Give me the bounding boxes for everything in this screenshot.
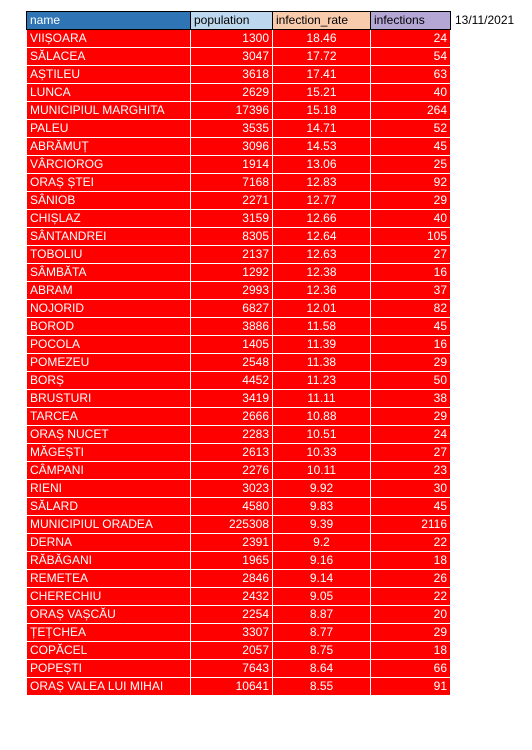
cell-infection-rate[interactable]: 10.11 (273, 462, 371, 480)
cell-population[interactable]: 3535 (191, 120, 273, 138)
cell-infection-rate[interactable]: 13.06 (273, 156, 371, 174)
cell-name[interactable]: SĂLACEA (27, 48, 191, 66)
cell-infection-rate[interactable]: 10.88 (273, 408, 371, 426)
table-row (27, 300, 451, 318)
cell-name[interactable]: NOJORID (27, 300, 191, 318)
cell-infections[interactable]: 22 (371, 534, 451, 552)
cell-population[interactable]: 225308 (191, 516, 273, 534)
cell-population[interactable]: 2613 (191, 444, 273, 462)
cell-infections[interactable]: 2116 (371, 516, 451, 534)
cell-population[interactable]: 2283 (191, 426, 273, 444)
cell-infection-rate[interactable]: 10.33 (273, 444, 371, 462)
cell-name[interactable]: ORAȘ VALEA LUI MIHAI (27, 678, 191, 696)
cell-name[interactable]: TARCEA (27, 408, 191, 426)
table-row (27, 498, 451, 516)
cell-infection-rate[interactable]: 12.64 (273, 228, 371, 246)
table-row (27, 588, 451, 606)
cell-infection-rate[interactable]: 9.92 (273, 480, 371, 498)
table-row (27, 264, 451, 282)
cell-infections[interactable]: 16 (371, 264, 451, 282)
table-row (27, 246, 451, 264)
cell-name[interactable]: BRUSTURI (27, 390, 191, 408)
cell-infections[interactable]: 24 (371, 426, 451, 444)
spreadsheet (26, 11, 451, 696)
cell-infections[interactable]: 63 (371, 66, 451, 84)
cell-population[interactable]: 2271 (191, 192, 273, 210)
cell-infections[interactable]: 92 (371, 174, 451, 192)
cell-name[interactable]: PALEU (27, 120, 191, 138)
table-row (27, 30, 451, 48)
infection-table (26, 11, 451, 696)
cell-infection-rate[interactable]: 10.51 (273, 426, 371, 444)
cell-infection-rate[interactable]: 15.21 (273, 84, 371, 102)
cell-infections[interactable]: 20 (371, 606, 451, 624)
cell-infections[interactable]: 22 (371, 588, 451, 606)
cell-population[interactable]: 1914 (191, 156, 273, 174)
table-row (27, 552, 451, 570)
cell-name[interactable]: POMEZEU (27, 354, 191, 372)
cell-infection-rate[interactable]: 11.23 (273, 372, 371, 390)
table-row (27, 606, 451, 624)
cell-population[interactable]: 8305 (191, 228, 273, 246)
cell-infections[interactable]: 38 (371, 390, 451, 408)
cell-infection-rate[interactable]: 17.72 (273, 48, 371, 66)
cell-population[interactable]: 2629 (191, 84, 273, 102)
cell-population[interactable]: 2846 (191, 570, 273, 588)
table-row (27, 372, 451, 390)
cell-infection-rate[interactable]: 11.58 (273, 318, 371, 336)
cell-infection-rate[interactable]: 18.46 (273, 30, 371, 48)
cell-infection-rate[interactable]: 12.77 (273, 192, 371, 210)
header-row (27, 12, 451, 30)
table-row (27, 354, 451, 372)
cell-population[interactable]: 1300 (191, 30, 273, 48)
cell-infections[interactable]: 29 (371, 408, 451, 426)
cell-name[interactable]: BORȘ (27, 372, 191, 390)
cell-name[interactable]: POPEȘTI (27, 660, 191, 678)
cell-name[interactable]: VIIȘOARA (27, 30, 191, 48)
table-row (27, 480, 451, 498)
cell-name[interactable]: ORAȘ NUCET (27, 426, 191, 444)
cell-infection-rate[interactable]: 12.66 (273, 210, 371, 228)
header-population[interactable]: population (191, 12, 273, 30)
cell-population[interactable]: 2666 (191, 408, 273, 426)
cell-infection-rate[interactable]: 14.71 (273, 120, 371, 138)
table-row (27, 390, 451, 408)
cell-infections[interactable]: 18 (371, 552, 451, 570)
table-row (27, 138, 451, 156)
cell-population[interactable]: 3159 (191, 210, 273, 228)
table-row (27, 84, 451, 102)
table-row (27, 210, 451, 228)
cell-infections[interactable]: 50 (371, 372, 451, 390)
cell-population[interactable]: 3419 (191, 390, 273, 408)
table-row (27, 570, 451, 588)
table-row (27, 318, 451, 336)
table-row (27, 102, 451, 120)
table-row (27, 174, 451, 192)
cell-name[interactable]: ORAȘ VAȘCĂU (27, 606, 191, 624)
table-row (27, 228, 451, 246)
header-name[interactable]: name (27, 12, 191, 30)
table-row (27, 426, 451, 444)
cell-infection-rate[interactable]: 8.64 (273, 660, 371, 678)
cell-population[interactable]: 2993 (191, 282, 273, 300)
cell-infection-rate[interactable]: 9.2 (273, 534, 371, 552)
cell-population[interactable]: 3307 (191, 624, 273, 642)
table-row (27, 336, 451, 354)
cell-infections[interactable]: 29 (371, 192, 451, 210)
date-cell[interactable]: 13/11/2021 (455, 13, 515, 27)
cell-name[interactable]: RĂBĂGANI (27, 552, 191, 570)
cell-infection-rate[interactable]: 12.38 (273, 264, 371, 282)
cell-name[interactable]: ORAȘ ȘTEI (27, 174, 191, 192)
cell-infections[interactable]: 45 (371, 318, 451, 336)
cell-infection-rate[interactable]: 9.16 (273, 552, 371, 570)
cell-infections[interactable]: 82 (371, 300, 451, 318)
cell-population[interactable]: 1965 (191, 552, 273, 570)
cell-infections[interactable]: 30 (371, 480, 451, 498)
cell-population[interactable]: 2254 (191, 606, 273, 624)
cell-infection-rate[interactable]: 9.05 (273, 588, 371, 606)
cell-population[interactable]: 10641 (191, 678, 273, 696)
table-row (27, 624, 451, 642)
cell-infection-rate[interactable]: 8.75 (273, 642, 371, 660)
cell-infection-rate[interactable]: 11.11 (273, 390, 371, 408)
cell-infection-rate[interactable]: 12.83 (273, 174, 371, 192)
cell-population[interactable]: 2391 (191, 534, 273, 552)
cell-name[interactable]: CHIȘLAZ (27, 210, 191, 228)
cell-infections[interactable]: 29 (371, 354, 451, 372)
cell-infections[interactable]: 24 (371, 30, 451, 48)
cell-population[interactable]: 2276 (191, 462, 273, 480)
cell-infection-rate[interactable]: 14.53 (273, 138, 371, 156)
cell-population[interactable]: 1405 (191, 336, 273, 354)
table-row (27, 156, 451, 174)
cell-population[interactable]: 17396 (191, 102, 273, 120)
cell-name[interactable]: MUNICIPIUL MARGHITA (27, 102, 191, 120)
cell-name[interactable]: DERNA (27, 534, 191, 552)
cell-infections[interactable]: 29 (371, 624, 451, 642)
cell-population[interactable]: 2548 (191, 354, 273, 372)
table-row (27, 66, 451, 84)
cell-population[interactable]: 7643 (191, 660, 273, 678)
cell-name[interactable]: LUNCA (27, 84, 191, 102)
cell-name[interactable]: SĂLARD (27, 498, 191, 516)
cell-infections[interactable]: 25 (371, 156, 451, 174)
cell-infections[interactable]: 37 (371, 282, 451, 300)
cell-infection-rate[interactable]: 9.14 (273, 570, 371, 588)
cell-infection-rate[interactable]: 11.39 (273, 336, 371, 354)
cell-name[interactable]: SÂNTANDREI (27, 228, 191, 246)
cell-population[interactable]: 4452 (191, 372, 273, 390)
cell-infection-rate[interactable]: 15.18 (273, 102, 371, 120)
cell-infection-rate[interactable]: 12.36 (273, 282, 371, 300)
cell-population[interactable]: 3618 (191, 66, 273, 84)
cell-name[interactable]: VÂRCIOROG (27, 156, 191, 174)
cell-name[interactable]: ȚEȚCHEA (27, 624, 191, 642)
cell-infections[interactable]: 45 (371, 498, 451, 516)
cell-name[interactable]: BOROD (27, 318, 191, 336)
cell-infections[interactable]: 45 (371, 138, 451, 156)
cell-population[interactable]: 3047 (191, 48, 273, 66)
cell-infection-rate[interactable]: 8.77 (273, 624, 371, 642)
cell-infection-rate[interactable]: 12.63 (273, 246, 371, 264)
cell-name[interactable]: SÂNIOB (27, 192, 191, 210)
cell-infections[interactable]: 40 (371, 210, 451, 228)
cell-infections[interactable]: 27 (371, 246, 451, 264)
cell-name[interactable]: MUNICIPIUL ORADEA (27, 516, 191, 534)
cell-infection-rate[interactable]: 8.87 (273, 606, 371, 624)
cell-infection-rate[interactable]: 9.39 (273, 516, 371, 534)
table-row (27, 120, 451, 138)
cell-population[interactable]: 7168 (191, 174, 273, 192)
table-row (27, 462, 451, 480)
cell-population[interactable]: 1292 (191, 264, 273, 282)
cell-name[interactable]: REMETEA (27, 570, 191, 588)
cell-name[interactable]: POCOLA (27, 336, 191, 354)
table-row (27, 192, 451, 210)
cell-population[interactable]: 2057 (191, 642, 273, 660)
cell-infections[interactable]: 26 (371, 570, 451, 588)
cell-infection-rate[interactable]: 12.01 (273, 300, 371, 318)
table-row (27, 408, 451, 426)
table-row (27, 642, 451, 660)
cell-infection-rate[interactable]: 9.83 (273, 498, 371, 516)
cell-infections[interactable]: 52 (371, 120, 451, 138)
cell-infections[interactable]: 105 (371, 228, 451, 246)
cell-name[interactable]: CHERECHIU (27, 588, 191, 606)
cell-infections[interactable]: 54 (371, 48, 451, 66)
cell-infections[interactable]: 264 (371, 102, 451, 120)
table-row (27, 48, 451, 66)
cell-infections[interactable]: 27 (371, 444, 451, 462)
cell-infection-rate[interactable]: 11.38 (273, 354, 371, 372)
table-row (27, 678, 451, 696)
cell-name[interactable]: MĂGEȘTI (27, 444, 191, 462)
cell-population[interactable]: 6827 (191, 300, 273, 318)
cell-population[interactable]: 3886 (191, 318, 273, 336)
header-infection-rate[interactable]: infection_rate (273, 12, 371, 30)
cell-infections[interactable]: 66 (371, 660, 451, 678)
cell-name[interactable]: ABRAM (27, 282, 191, 300)
table-row (27, 534, 451, 552)
table-row (27, 282, 451, 300)
cell-infections[interactable]: 23 (371, 462, 451, 480)
cell-infections[interactable]: 40 (371, 84, 451, 102)
table-row (27, 516, 451, 534)
cell-population[interactable]: 4580 (191, 498, 273, 516)
table-row (27, 660, 451, 678)
cell-infections[interactable]: 16 (371, 336, 451, 354)
cell-infections[interactable]: 18 (371, 642, 451, 660)
table-row (27, 444, 451, 462)
cell-population[interactable]: 2137 (191, 246, 273, 264)
cell-name[interactable]: RIENI (27, 480, 191, 498)
cell-population[interactable]: 2432 (191, 588, 273, 606)
cell-name[interactable]: CÂMPANI (27, 462, 191, 480)
cell-population[interactable]: 3096 (191, 138, 273, 156)
cell-name[interactable]: SÂMBĂTA (27, 264, 191, 282)
cell-name[interactable]: ABRĂMUȚ (27, 138, 191, 156)
cell-infection-rate[interactable]: 17.41 (273, 66, 371, 84)
cell-infection-rate[interactable]: 8.55 (273, 678, 371, 696)
cell-population[interactable]: 3023 (191, 480, 273, 498)
header-infections[interactable]: infections (371, 12, 451, 30)
cell-name[interactable]: COPĂCEL (27, 642, 191, 660)
cell-name[interactable]: TOBOLIU (27, 246, 191, 264)
cell-name[interactable]: AȘTILEU (27, 66, 191, 84)
cell-infections[interactable]: 91 (371, 678, 451, 696)
